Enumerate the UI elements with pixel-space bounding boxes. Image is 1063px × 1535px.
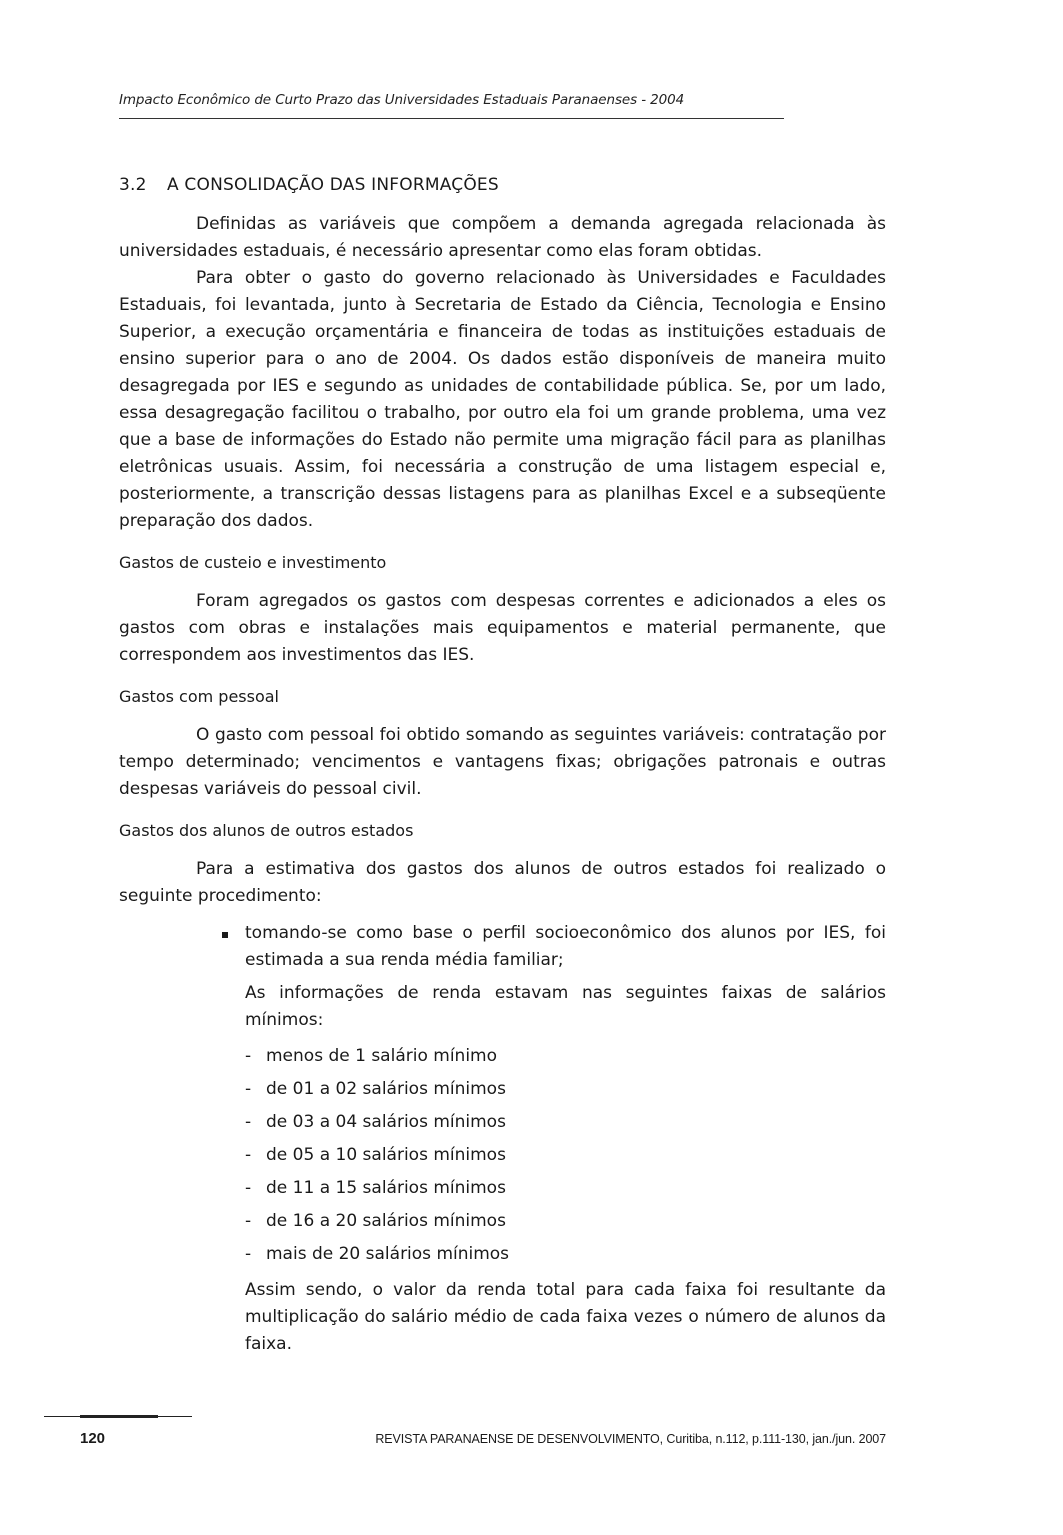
ranges-conclusion: Assim sendo, o valor da renda total para cada faixa foi resultante da multiplicação do salário médio de cada faixa vezes o número de alunos da faixa.: [245, 1280, 886, 1354]
running-header: Impacto Econômico de Curto Prazo das Universidades Estaduais Paranaenses - 2004: [119, 92, 685, 108]
bullet-inner: [222, 980, 886, 1358]
list-item: - menos de 1 salário mínimo: [245, 1040, 886, 1073]
list-item: - de 03 a 04 salários mínimos: [245, 1106, 886, 1139]
subheading-pessoal: Gastos com pessoal: [119, 687, 279, 706]
list-item: - de 11 a 15 salários mínimos: [245, 1172, 886, 1205]
header-rule: [119, 118, 784, 119]
bullet-item: [222, 920, 886, 974]
ranges-intro: As informações de renda estavam nas seguintes faixas de salários mínimos:: [245, 983, 886, 1030]
paragraph-intro: Definidas as variáveis que compõem a demanda agregada relacionada às universidades estaduais, é necessário apresentar como elas foram obtidas.: [119, 214, 886, 261]
range-label: de 05 a 10 salários mínimos: [266, 1145, 506, 1165]
range-label: menos de 1 salário mínimo: [266, 1046, 498, 1066]
section-heading: [119, 172, 886, 199]
bullet-text: tomando-se como base o perfil socioeconômico dos alunos por IES, foi estimada a sua renda média familiar;: [245, 923, 886, 970]
section-number: 3.2: [119, 175, 147, 195]
list-item: - mais de 20 salários mínimos: [245, 1238, 886, 1271]
bullet-square-icon: [222, 932, 228, 938]
subheading-custeio: Gastos de custeio e investimento: [119, 553, 387, 572]
paragraph-alunos: Para a estimativa dos gastos dos alunos de outros estados foi realizado o seguinte procedimento:: [119, 859, 886, 906]
journal-reference: REVISTA PARANAENSE DE DESENVOLVIMENTO, Curitiba, n.112, p.111-130, jan./jun. 2007: [375, 1432, 886, 1446]
bullet-block: [222, 920, 886, 1358]
range-list: [245, 1040, 886, 1271]
section-title: A CONSOLIDAÇÃO DAS INFORMAÇÕES: [167, 175, 499, 195]
footer-rule-accent: [80, 1415, 158, 1418]
page-number: 120: [80, 1430, 106, 1447]
list-item: - de 16 a 20 salários mínimos: [245, 1205, 886, 1238]
paragraph-custeio: Foram agregados os gastos com despesas correntes e adicionados a eles os gastos com obras e instalações mais equipamentos e material permanente, que correspondem aos investimentos das IES.: [119, 591, 886, 665]
page-content: [119, 172, 886, 1358]
list-item: - de 01 a 02 salários mínimos: [245, 1073, 886, 1106]
range-label: mais de 20 salários mínimos: [266, 1244, 510, 1264]
range-label: de 01 a 02 salários mínimos: [266, 1079, 506, 1099]
range-label: de 16 a 20 salários mínimos: [266, 1211, 506, 1231]
subheading-alunos: Gastos dos alunos de outros estados: [119, 821, 414, 840]
paragraph-pessoal: O gasto com pessoal foi obtido somando as seguintes variáveis: contratação por tempo determinado; vencimentos e vantagens fixas; obrigações patronais e outras despesas variáveis do pessoal civil.: [119, 725, 886, 799]
paragraph-gasto-governo: Para obter o gasto do governo relacionado às Universidades e Faculdades Estaduais, foi levantada, junto à Secretaria de Estado da Ciência, Tecnologia e Ensino Superior, a execução orçamentária e financeira de todas as instituições estaduais de ensino superior para o ano de 2004. Os dados estão disponíveis de maneira muito desagregada por IES e segundo as unidades de contabilidade pública. Se, por um lado, essa desagregação facilitou o trabalho, por outro ela foi um grande problema, uma vez que a base de informações do Estado não permite uma migração fácil para as planilhas eletrônicas usuais. Assim, foi necessária a construção de uma listagem especial e, posteriormente, a transcrição dessas listagens para as planilhas Excel e a subseqüente preparação dos dados.: [119, 268, 886, 531]
list-item: - de 05 a 10 salários mínimos: [245, 1139, 886, 1172]
range-label: de 11 a 15 salários mínimos: [266, 1178, 506, 1198]
range-label: de 03 a 04 salários mínimos: [266, 1112, 506, 1132]
